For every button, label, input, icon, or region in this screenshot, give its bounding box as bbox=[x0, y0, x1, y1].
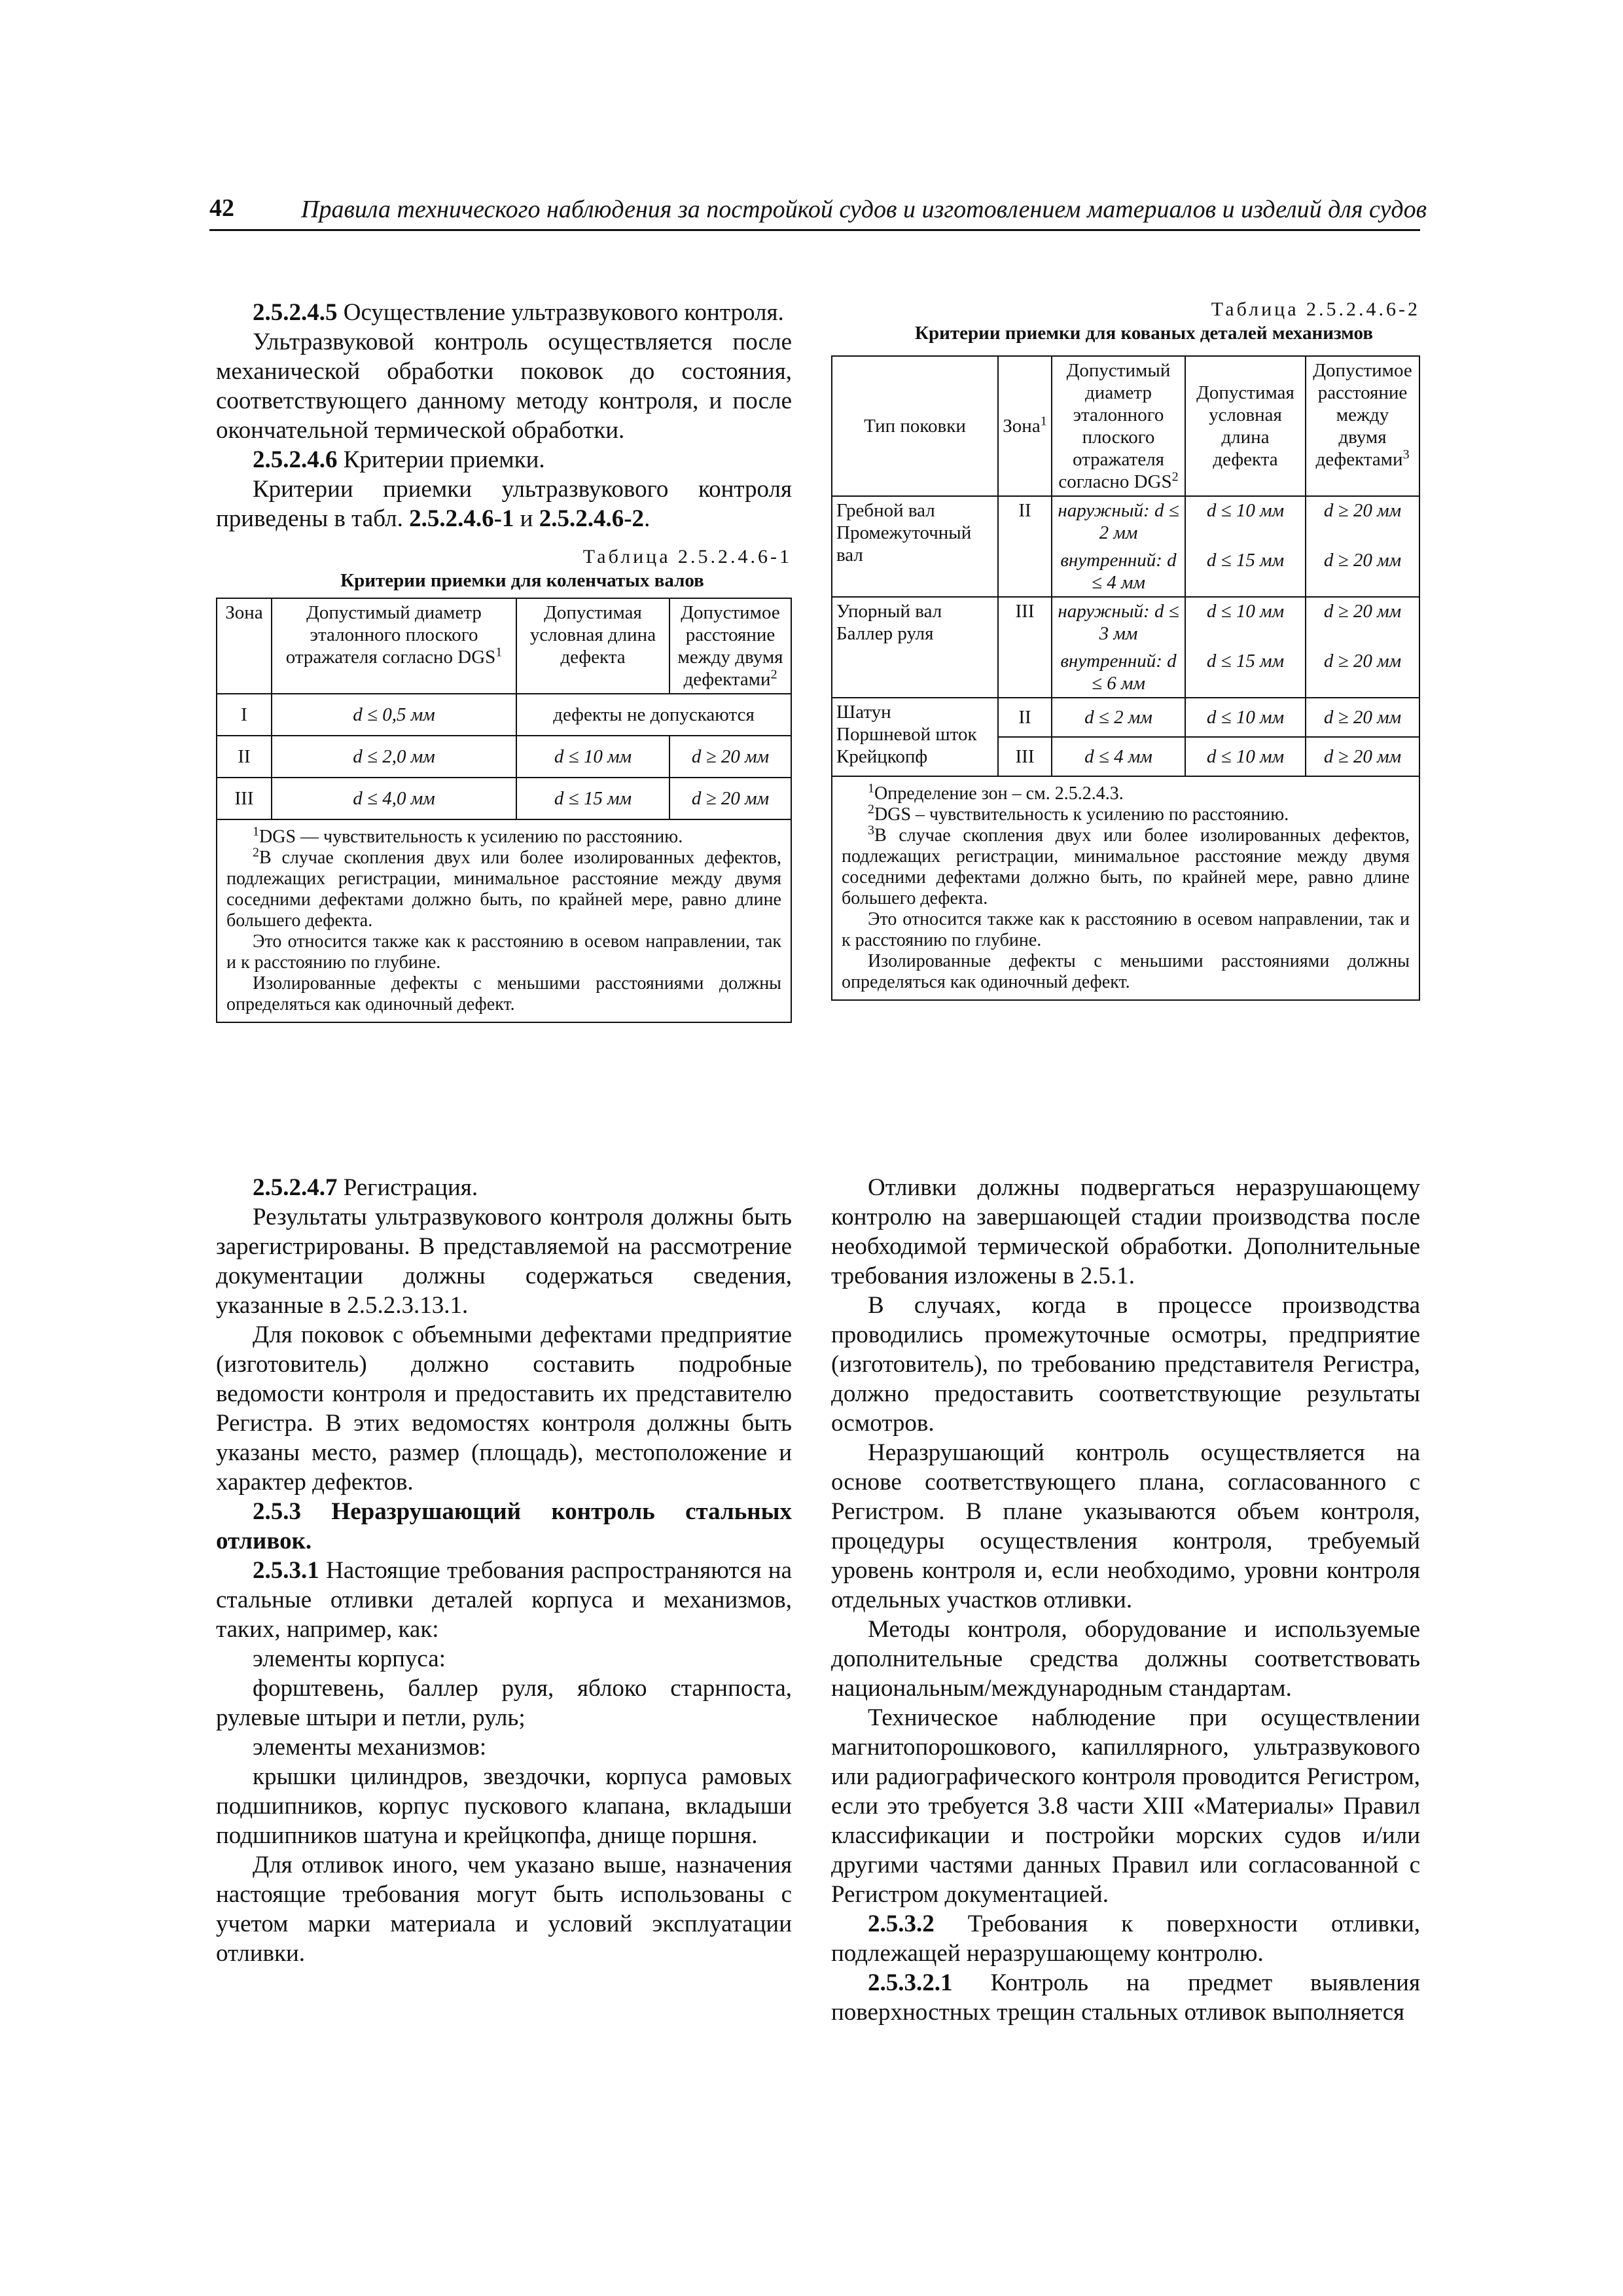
left-column-top bbox=[216, 298, 792, 1023]
running-title: Правила технического наблюдения за постройкой судов и изготовлением материалов и изделий для судов bbox=[301, 196, 1427, 223]
header-dgs: Допустимый диаметр эталонного плоского отражателя согласно DGS$^1$ bbox=[272, 598, 516, 694]
cell-distance: d ≥ 20 мм bbox=[669, 778, 791, 819]
cell-dgs: наружный: d ≤ 3 мм bbox=[1052, 597, 1185, 647]
page-header bbox=[209, 194, 1427, 233]
section-2-5-3-2: 2.5.3.2 Требования к поверхности отливки, подлежащей неразрушающему контролю. bbox=[831, 1910, 1420, 1967]
cell-distance: d ≥ 20 мм bbox=[669, 736, 791, 778]
paragraph: В случаях, когда в процессе производства проводились промежуточные осмотры, предприятие (изготовитель), по требованию представителя Регистра, должно предоставить соответствующие результаты осмотров. bbox=[831, 1292, 1420, 1437]
cell-dgs: d ≤ 4 мм bbox=[1052, 737, 1185, 776]
cell-zone: III bbox=[998, 737, 1052, 776]
cell-dgs: d ≤ 2 мм bbox=[1052, 698, 1185, 737]
table-2-note: Это относится также как к расстоянию в осевом направлении, так и к расстоянию по глубине. bbox=[842, 909, 1410, 950]
header-zone: Зона bbox=[217, 598, 272, 694]
table-1-note: Изолированные дефекты с меньшими расстояниями должны определяться как одиночный дефект. bbox=[226, 973, 781, 1014]
header-length: Допустимая условная длина дефекта bbox=[516, 598, 669, 694]
right-column-bottom bbox=[831, 1173, 1420, 2027]
paragraph: крышки цилиндров, звездочки, корпуса рамовых подшипников, корпус пускового клапана, вкладыши подшипников шатуна и крейцкопфа, днище поршня. bbox=[216, 1763, 792, 1849]
table-1-note: $^1$DGS — чувствительность к усилению по расстоянию. bbox=[253, 824, 683, 847]
header-zone: Зона$^1$ bbox=[998, 356, 1052, 496]
cell-dgs: внутренний: d ≤ 6 мм bbox=[1052, 647, 1185, 698]
table-2-title: Критерии приемки для кованых деталей механизмов bbox=[915, 323, 1373, 344]
cell-dgs: внутренний: d ≤ 4 мм bbox=[1052, 547, 1185, 597]
header-distance: Допустимое расстояние между двумя дефектами$^3$ bbox=[1306, 356, 1419, 496]
cell-type: Упорный вал Баллер руля bbox=[832, 597, 998, 698]
cell-distance: d ≥ 20 мм bbox=[1306, 597, 1419, 647]
table-1-block bbox=[216, 545, 792, 1023]
paragraph: Техническое наблюдение при осуществлении магнитопорошкового, капиллярного, ультразвукового или радиографического контроля проводится Регистром, если это требуется 3.8 части XIII «Материалы» Правил классификации и постройки морских судов и/или другими частями данных Правил или согласованной с Регистром документацией. bbox=[831, 1704, 1420, 1908]
cell-dgs: d ≤ 2,0 мм bbox=[272, 736, 516, 778]
cell-dgs: d ≤ 0,5 мм bbox=[272, 694, 516, 736]
table-1-title: Критерии приемки для коленчатых валов bbox=[340, 570, 704, 591]
cell-dgs: d ≤ 4,0 мм bbox=[272, 778, 516, 819]
section-2-5-3-2-1: 2.5.3.2.1 Контроль на предмет выявления поверхностных трещин стальных отливок выполняется bbox=[831, 1969, 1420, 2026]
table-row bbox=[217, 694, 791, 736]
table-2 bbox=[831, 355, 1420, 777]
header-dgs: Допустимый диаметр эталонного плоского отражателя согласно DGS$^2$ bbox=[1052, 356, 1185, 496]
cell-zone: III bbox=[998, 597, 1052, 698]
section-2-5-2-4-7: 2.5.2.4.7 Регистрация. bbox=[253, 1174, 478, 1201]
table-header-row bbox=[832, 356, 1419, 496]
table-1-caption: Таблица 2.5.2.4.6-1 bbox=[582, 546, 792, 567]
cell-length: d ≤ 10 мм bbox=[516, 736, 669, 778]
paragraph: элементы корпуса: bbox=[253, 1645, 446, 1672]
cell-distance: d ≥ 20 мм bbox=[1306, 647, 1419, 698]
section-2-5-3-1: 2.5.3.1 Настоящие требования распространяются на стальные отливки деталей корпуса и механизмов, таких, например, как: bbox=[216, 1557, 792, 1643]
header-type: Тип поковки bbox=[832, 356, 998, 496]
section-2-5-2-4-5: 2.5.2.4.5 Осуществление ультразвукового контроля. bbox=[253, 299, 784, 326]
cell-distance: d ≥ 20 мм bbox=[1306, 547, 1419, 597]
paragraph: форштевень, баллер руля, яблоко старнпоста, рулевые штыри и петли, руль; bbox=[216, 1675, 792, 1731]
section-2-5-2-4-6: 2.5.2.4.6 Критерии приемки. bbox=[253, 446, 545, 473]
table-2-note: $^1$Определение зон – см. 2.5.2.4.3. bbox=[868, 781, 1124, 804]
paragraph: Для отливок иного, чем указано выше, назначения настоящие требования могут быть использованы с учетом марки материала и условий эксплуатации отливки. bbox=[216, 1852, 792, 1967]
paragraph: Для поковок с объемными дефектами предприятие (изготовитель) должно составить подробные ведомости контроля и предоставить их представителю Регистра. В этих ведомостях контроля должны быть указаны место, размер (площадь), местоположение и характер дефектов. bbox=[216, 1321, 792, 1496]
cell-zone: III bbox=[217, 778, 272, 819]
header-length: Допустимая условная длина дефекта bbox=[1185, 356, 1306, 496]
page-number: 42 bbox=[209, 194, 234, 222]
cell-length: d ≤ 15 мм bbox=[1185, 547, 1306, 597]
paragraph: элементы механизмов: bbox=[253, 1734, 487, 1761]
cell-zone: II bbox=[998, 698, 1052, 737]
cell-length: d ≤ 10 мм bbox=[1185, 737, 1306, 776]
section-2-5-3: 2.5.3 Неразрушающий контроль стальных отливок. bbox=[216, 1498, 792, 1554]
table-1-note: $^2$В случае скопления двух или более изолированных дефектов, подлежащих регистрации, минимальное расстояние между двумя соседними дефектами должно быть, по крайней мере, равно длине большего дефекта. bbox=[226, 845, 781, 931]
table-2-note: $^3$В случае скопления двух или более изолированных дефектов, подлежащих регистрации, минимальное расстояние между двумя соседними дефектами должно быть, по крайней мере, равно длине большего дефекта. bbox=[842, 823, 1410, 908]
paragraph: Отливки должны подвергаться неразрушающему контролю на завершающей стадии производства после необходимой термической обработки. Дополнительные требования изложены в 2.5.1. bbox=[831, 1174, 1420, 1289]
paragraph: Результаты ультразвукового контроля должны быть зарегистрированы. В представляемой на рассмотрение документации должны содержаться сведения, указанные в 2.5.2.3.13.1. bbox=[216, 1204, 792, 1319]
cell-distance: d ≥ 20 мм bbox=[1306, 496, 1419, 547]
cell-type: Шатун Поршневой шток Крейцкопф bbox=[832, 698, 998, 776]
paragraph: Неразрушающий контроль осуществляется на основе соответствующего плана, согласованного с Регистром. В плане указываются объем контроля, процедуры осуществления контроля, требуемый уровень контроля и, если необходимо, уровни контроля отдельных участков отливки. bbox=[831, 1439, 1420, 1613]
cell-zone: II bbox=[217, 736, 272, 778]
cell-merged: дефекты не допускаются bbox=[516, 694, 791, 736]
left-column-bottom bbox=[216, 1173, 792, 1968]
table-row bbox=[217, 736, 791, 778]
cell-length: d ≤ 15 мм bbox=[1185, 647, 1306, 698]
table-2-note: Изолированные дефекты с меньшими расстояниями должны определяться как одиночный дефект. bbox=[842, 951, 1410, 992]
table-2-note: $^2$DGS – чувствительность к усилению по расстоянию. bbox=[868, 802, 1289, 825]
table-row bbox=[832, 698, 1419, 737]
cell-type: Гребной вал Промежуточный вал bbox=[832, 496, 998, 597]
cell-length: d ≤ 10 мм bbox=[1185, 698, 1306, 737]
cell-zone: II bbox=[998, 496, 1052, 597]
paragraph: Ультразвуковой контроль осуществляется после механической обработки поковок до состояния, соответствующего данному методу контроля, и после окончательной термической обработки. bbox=[216, 329, 792, 444]
header-rule bbox=[209, 229, 1420, 231]
cell-length: d ≤ 10 мм bbox=[1185, 597, 1306, 647]
paragraph: Критерии приемки ультразвукового контроля приведены в табл. 2.5.2.4.6-1 и 2.5.2.4.6-2. bbox=[216, 476, 792, 532]
table-1-notes bbox=[216, 820, 792, 1023]
cell-length: d ≤ 15 мм bbox=[516, 778, 669, 819]
table-2-notes bbox=[831, 777, 1420, 1001]
cell-length: d ≤ 10 мм bbox=[1185, 496, 1306, 547]
table-row bbox=[832, 597, 1419, 647]
cell-dgs: наружный: d ≤ 2 мм bbox=[1052, 496, 1185, 547]
table-row bbox=[217, 778, 791, 819]
table-1-note: Это относится также как к расстоянию в осевом направлении, так и к расстоянию по глубине. bbox=[226, 931, 781, 973]
cell-distance: d ≥ 20 мм bbox=[1306, 698, 1419, 737]
table-2-caption: Таблица 2.5.2.4.6-2 bbox=[1211, 298, 1420, 320]
cell-distance: d ≥ 20 мм bbox=[1306, 737, 1419, 776]
table-1 bbox=[216, 598, 792, 820]
paragraph: Методы контроля, оборудование и используемые дополнительные средства должны соответствовать национальным/международным стандартам. bbox=[831, 1616, 1420, 1702]
right-column-top bbox=[831, 298, 1420, 1001]
cell-zone: I bbox=[217, 694, 272, 736]
table-row bbox=[832, 496, 1419, 547]
table-header-row bbox=[217, 598, 791, 694]
header-distance: Допустимое расстояние между двумя дефектами$^2$ bbox=[669, 598, 791, 694]
